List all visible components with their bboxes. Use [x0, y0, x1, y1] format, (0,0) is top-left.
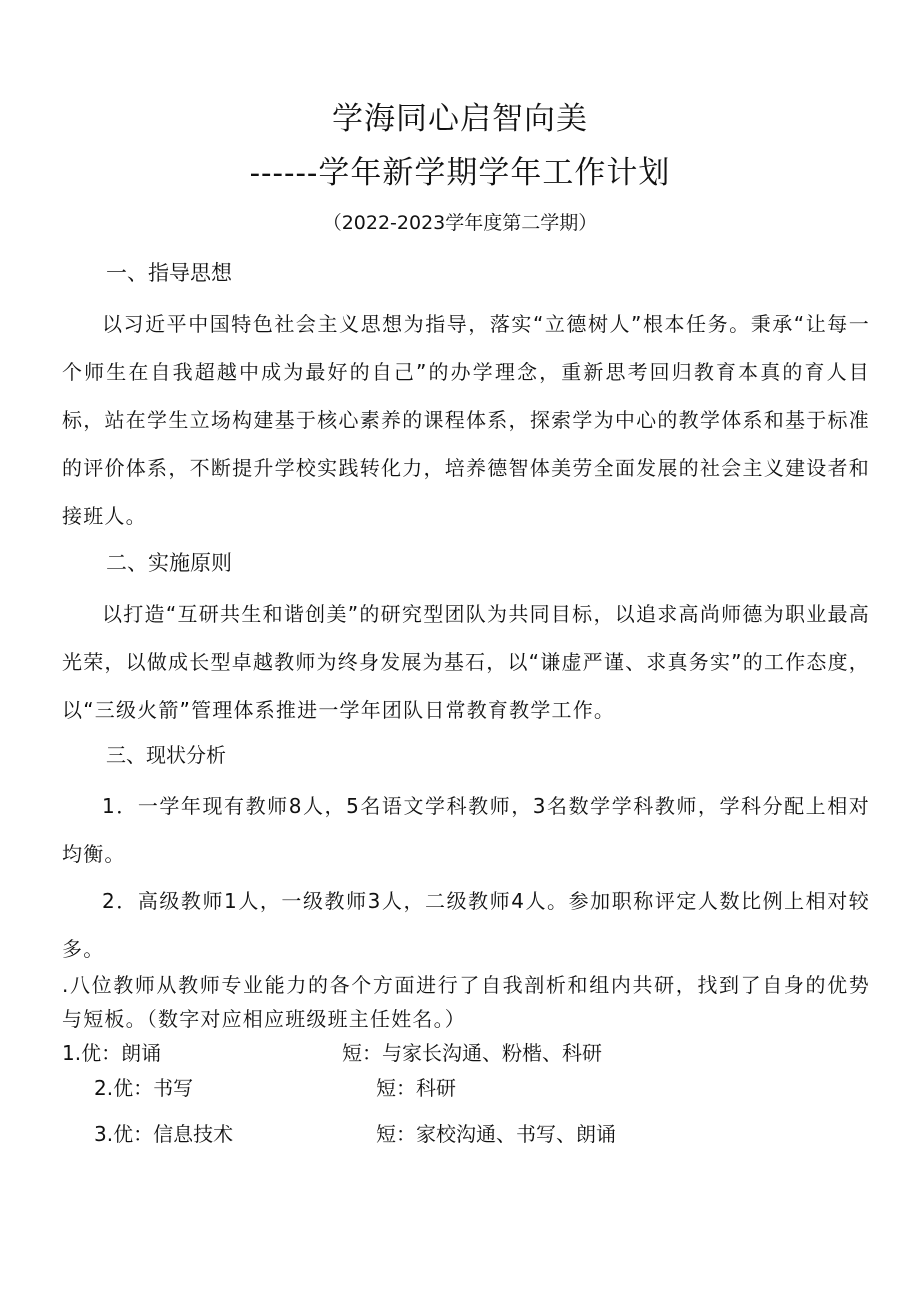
section-heading-principles: 二、实施原则: [106, 551, 232, 575]
weakness-row-2: 短：科研: [376, 1076, 456, 1100]
section-heading-status-analysis: 三、现状分析: [106, 743, 226, 767]
status-item-1: 1．一学年现有教师8人，5名语文学科教师，3名数学学科教师，学科分配上相对均衡。: [62, 794, 870, 866]
section-body-guiding-ideology: 以习近平中国特色社会主义思想为指导，落实“立德树人”根本任务。秉承“让每一个师生在自我超越中成为最好的自己”的办学理念，重新思考回归教育本真的育人目标，站在学生立场构建基于核心素养的课程体系，探索学为中心的教学体系和基于标准的评价体系，不断提升学校实践转化力，培养德智体美劳全面发展的社会主义建设者和接班人。: [62, 312, 870, 528]
term-label: （2022-2023学年度第二学期）: [322, 212, 598, 234]
document-subtitle: ------学年新学期学年工作计划: [249, 155, 671, 191]
section-heading-guiding-ideology: 一、指导思想: [106, 261, 232, 285]
strength-row-3: 3.优：信息技术: [94, 1122, 234, 1146]
weakness-row-1: 短：与家长沟通、粉楷、科研: [342, 1041, 602, 1065]
status-note: .八位教师从教师专业能力的各个方面进行了自我剖析和组内共研，找到了自身的优势与短板。（数字对应相应班级班主任姓名。）: [62, 973, 870, 1031]
weakness-row-3: 短：家校沟通、书写、朗诵: [376, 1122, 616, 1146]
section-body-principles: 以打造“互研共生和谐创美”的研究型团队为共同目标，以追求高尚师德为职业最高光荣，以做成长型卓越教师为终身发展为基石，以“谦虚严谨、求真务实”的工作态度，以“三级火箭”管理体系推进一学年团队日常教育教学工作。: [62, 602, 870, 722]
strength-row-1: 1.优：朗诵: [62, 1041, 162, 1065]
strength-row-2: 2.优：书写: [94, 1076, 194, 1100]
status-item-2: 2．高级教师1人，一级教师3人，二级教师4人。参加职称评定人数比例上相对较多。: [62, 889, 870, 961]
document-title: 学海同心启智向美: [332, 101, 588, 137]
